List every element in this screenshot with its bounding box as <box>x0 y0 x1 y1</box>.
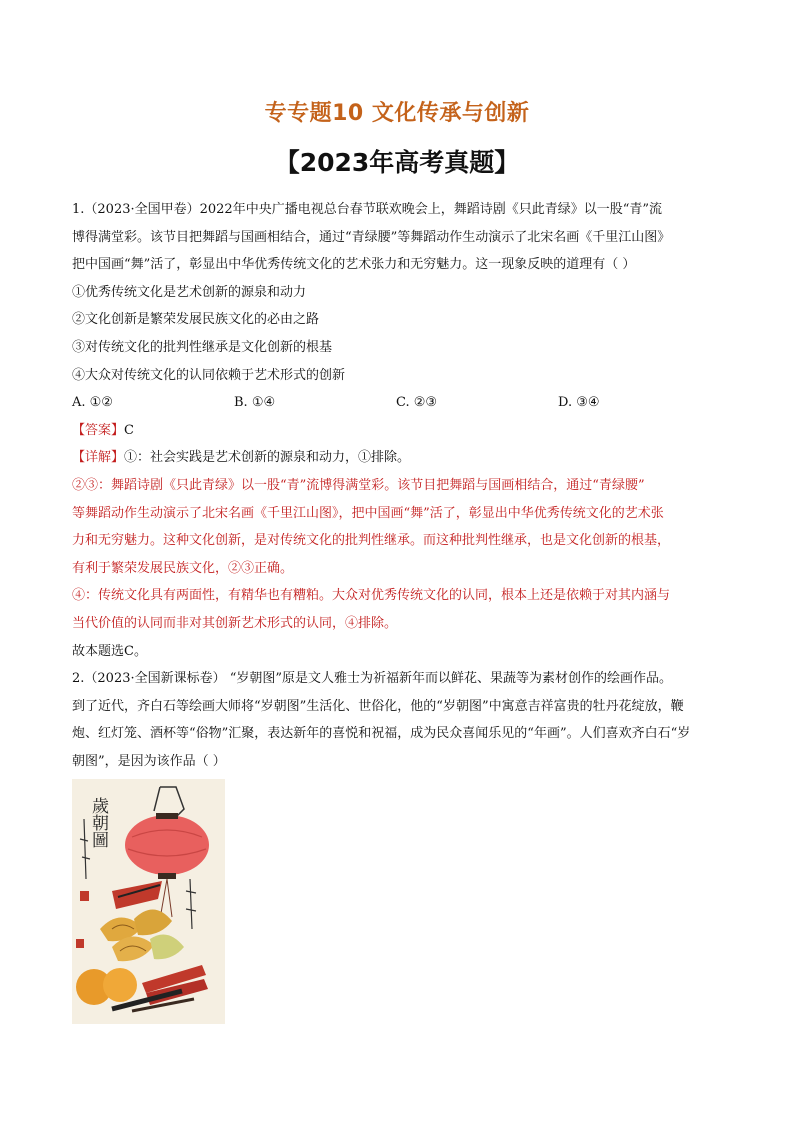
option-d: D. ③④ <box>558 395 600 411</box>
q1-statement: ④大众对传统文化的认同依赖于艺术形式的创新 <box>72 367 346 383</box>
option-a: A. ①② <box>72 395 113 411</box>
q1-detail-red: ④：传统文化具有两面性，有精华也有糟粕。大众对优秀传统文化的认同，根本上还是依赖于对其内涵与 <box>72 588 671 604</box>
answer-tag: 【答案】 <box>72 422 125 438</box>
q1-detail-red: 当代价值的认同而非对其创新艺术形式的认同，④排除。 <box>72 615 398 631</box>
q1-options <box>72 389 722 417</box>
q2-line: 到了近代，齐白石等绘画大师将“岁朝图”生活化、世俗化，他的“岁朝图”中寓意吉祥富贵的牡丹花绽放，鞭 <box>72 698 684 714</box>
lantern-shape <box>125 815 209 875</box>
q1-statement: ③对传统文化的批判性继承是文化创新的根基 <box>72 339 333 355</box>
q2-line: 炮、红灯笼、酒杯等“俗物”汇聚，表达新年的喜悦和祝福，成为民众喜闻乐见的“年画”。人们喜欢齐白石“岁 <box>72 726 691 742</box>
content <box>72 196 722 1024</box>
q2-line: 2.（2023·全国新课标卷） “岁朝图”原是文人雅士为祈福新年而以鲜花、果蔬等为素材创作的绘画作品。 <box>72 671 673 687</box>
option-c: C. ②③ <box>396 395 438 411</box>
painting-illustration <box>72 779 225 1024</box>
q1-detail-red: 有利于繁荣发展民族文化，②③正确。 <box>72 560 294 576</box>
q1-line: 博得满堂彩。该节目把舞蹈与国画相结合，通过“青绿腰”等舞蹈动作生动演示了北宋名画《千里江山图》 <box>72 229 671 245</box>
option-b: B. ①④ <box>234 395 276 411</box>
q1-detail <box>72 444 722 472</box>
q1-conclusion: 故本题选C。 <box>72 643 147 659</box>
q1-answer <box>72 417 722 445</box>
painting-seal-text: 歲朝圖 <box>88 797 108 849</box>
q1-line: 把中国画“舞”活了，彰显出中华优秀传统文化的艺术张力和无穷魅力。这一现象反映的道理有（ ） <box>72 257 636 273</box>
q1-statement: ①优秀传统文化是艺术创新的源泉和动力 <box>72 284 307 300</box>
detail-first: ①：社会实践是艺术创新的源泉和动力，①排除。 <box>124 450 411 466</box>
q1-detail-red: 等舞蹈动作生动演示了北宋名画《千里江山图》，把中国画“舞”活了，彰显出中华优秀传统文化的艺术张 <box>72 505 664 521</box>
q1-detail-red: 力和无穷魅力。这种文化创新，是对传统文化的批判性继承。而这种批判性继承，也是文化创新的根基， <box>72 533 671 549</box>
answer-value: C <box>124 422 134 438</box>
q1-detail-red: ②③：舞蹈诗剧《只此青绿》以一股“青”流博得满堂彩。该节目把舞蹈与国画相结合，通过“青绿腰” <box>72 477 645 493</box>
q2-line: 朝图”，是因为该作品（ ） <box>72 753 226 769</box>
suichao-painting <box>72 779 225 1024</box>
page-title: 专专题10 文化传承与创新 <box>264 101 530 126</box>
q1-line: 1.（2023·全国甲卷）2022年中央广播电视总台春节联欢晚会上，舞蹈诗剧《只此青绿》以一股“青”流 <box>72 202 662 217</box>
section-subtitle: 【2023年高考真题】 <box>274 148 520 177</box>
q1-statement: ②文化创新是繁荣发展民族文化的必由之路 <box>72 312 320 328</box>
detail-tag: 【详解】 <box>72 450 125 466</box>
